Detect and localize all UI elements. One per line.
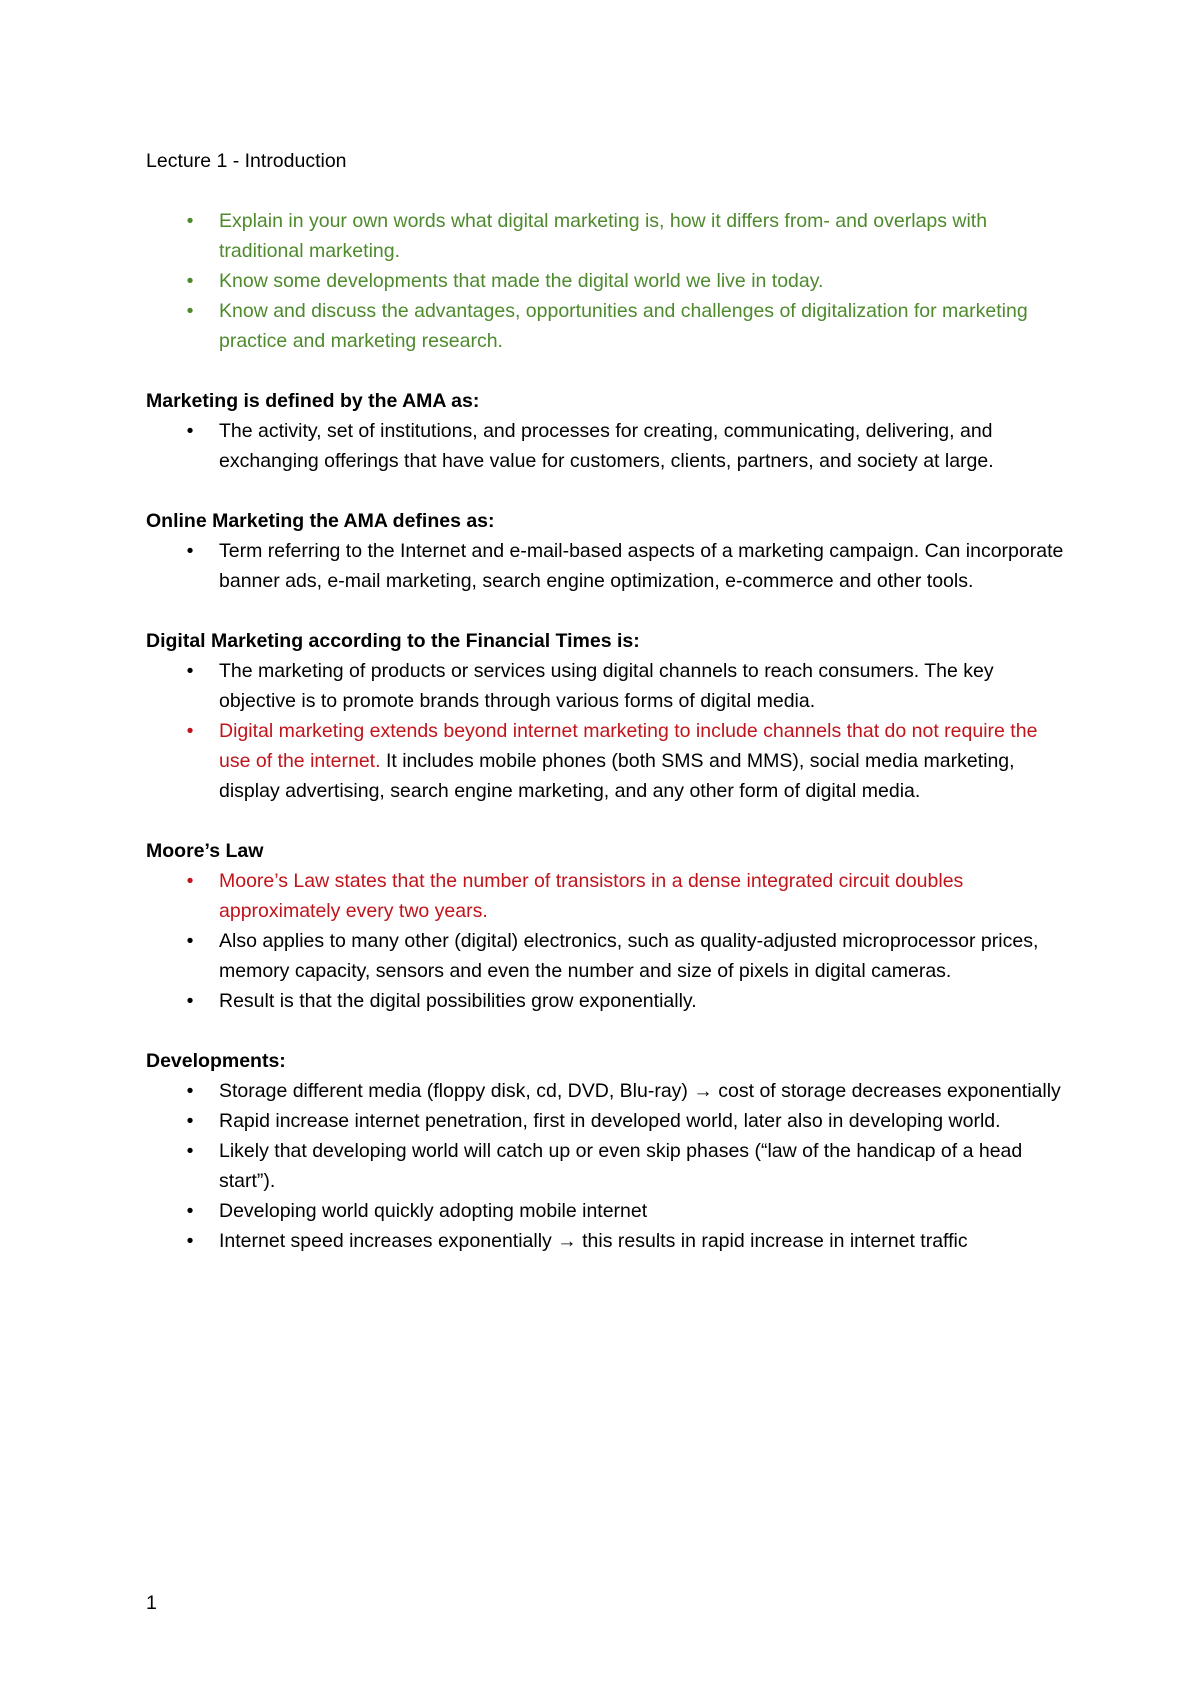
list-item: • Developing world quickly adopting mobile internet [146,1196,1066,1226]
developments-list [146,1076,1066,1256]
list-item: • Storage different media (floppy disk, cd, DVD, Blu-ray) → cost of storage decreases exponentially [146,1076,1066,1106]
bullet-icon: • [186,1230,194,1252]
bullet-icon: • [186,300,194,322]
list-item: • Likely that developing world will catch up or even skip phases (“law of the handicap of a head start”). [146,1136,1066,1196]
bullet-icon: • [186,990,194,1012]
document-body [146,146,1066,1256]
bullet-icon: • [186,930,194,952]
list-item: • Moore’s Law states that the number of transistors in a dense integrated circuit doubles approximately every two years. [146,866,1066,926]
lecture-title: Lecture 1 - Introduction [146,150,347,172]
bullet-icon: • [186,210,194,232]
bullet-icon: • [186,1080,194,1102]
moores-law-list [146,866,1066,1016]
list-item: • Explain in your own words what digital marketing is, how it differs from- and overlaps with traditional marketing. [146,206,1066,266]
bullet-icon: • [186,660,194,682]
online-marketing-heading: Online Marketing the AMA defines as: [146,510,495,532]
digital-marketing-heading: Digital Marketing according to the Financial Times is: [146,630,640,652]
ama-marketing-list [146,416,1066,476]
list-item: • The marketing of products or services using digital channels to reach consumers. The key objective is to promote brands through various forms of digital media. [146,656,1066,716]
list-item: • Result is that the digital possibilities grow exponentially. [146,986,1066,1016]
online-marketing-list [146,536,1066,596]
bullet-icon: • [186,1200,194,1222]
bullet-icon: • [186,1110,194,1132]
bullet-icon: • [186,720,194,742]
list-item: • Term referring to the Internet and e-mail-based aspects of a marketing campaign. Can incorporate banner ads, e-mail marketing, search engine optimization, e-commerce and other tools. [146,536,1066,596]
bullet-icon: • [186,270,194,292]
list-item: • Know and discuss the advantages, opportunities and challenges of digitalization for marketing practice and marketing research. [146,296,1066,356]
bullet-icon: • [186,870,194,892]
developments-heading: Developments: [146,1050,286,1072]
list-item: • Internet speed increases exponentially → this results in rapid increase in internet traffic [146,1226,1066,1256]
digital-marketing-list [146,656,1066,806]
moores-law-heading: Moore’s Law [146,840,264,862]
bullet-icon: • [186,1140,194,1162]
ama-marketing-heading: Marketing is defined by the AMA as: [146,390,480,412]
list-item: • Rapid increase internet penetration, first in developed world, later also in developing world. [146,1106,1066,1136]
emphasis-text: Digital marketing extends beyond internet marketing to include channels that do not require the use of the internet. [219,720,1038,772]
list-item: • Digital marketing extends beyond internet marketing to include channels that do not require the use of the internet. It includes mobile phones (both SMS and MMS), social media marketing, display advertising, search engine marketing, and any other form of digital media. [146,716,1066,806]
bullet-icon: • [186,540,194,562]
objectives-list [146,206,1066,356]
list-item: • Also applies to many other (digital) electronics, such as quality-adjusted microprocessor prices, memory capacity, sensors and even the number and size of pixels in digital cameras. [146,926,1066,986]
page-number: 1 [146,1592,157,1614]
list-item: • The activity, set of institutions, and processes for creating, communicating, delivering, and exchanging offerings that have value for customers, clients, partners, and society at large. [146,416,1066,476]
bullet-icon: • [186,420,194,442]
list-item: • Know some developments that made the digital world we live in today. [146,266,1066,296]
